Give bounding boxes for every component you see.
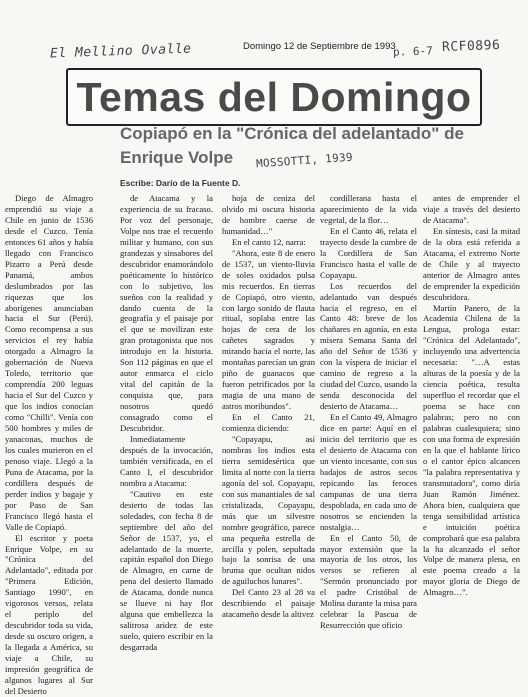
article-paragraph: En el Canto 49, Almagro dice en parte: Aquí en el inicio del territorio que es el desierto de Atacama con un viento incesante, con sus badajos de astros secos repicando las feroces campanas de una tierra despoblada, en cada uno de nosotros se encienden la nostalgia… bbox=[320, 412, 417, 532]
handwritten-source-note: El Mellino Ovalle bbox=[49, 41, 192, 62]
handwritten-author-note: MOSSOTTI, 1939 bbox=[255, 150, 354, 171]
article-paragraph: Del Canto 23 al 28 va describiendo el paisaje atacameño desde la altivez bbox=[222, 587, 315, 620]
section-banner bbox=[66, 68, 482, 126]
article-column-2 bbox=[120, 193, 213, 653]
article-paragraph: de Atacama y la experiencia de su fracaso. Por voz del personaje, Volpe nos trae el recuerdo militar y humano, con sus grandezas y sinsabores del descubridor enamorándolo poéticamente lo histórico con lo subjetivo, los sueños con la realidad y dando cuenta de la geografía y el paisaje por el que se movilizan este gran protagonista que nos introdujo en la historia. Son 112 páginas en que el autor enmarca el ciclo vital del capitán de la conquista que, para nosotros quedó consagrado como el Descubridor. bbox=[120, 193, 213, 434]
article-column-3 bbox=[222, 193, 315, 620]
article-paragraph: En síntesis, casi la mitad de la obra está referida a Atacama, el extremo Norte de Chile y al trayecto anterior de Almagro antes de emprender la expedición descubridora. bbox=[423, 225, 520, 302]
article-column-1 bbox=[5, 193, 93, 696]
article-paragraph: En el Canto 46, relata el trayecto desde la cumbre de la Cordillera de San Francisco hasta el valle de Copayapu. bbox=[320, 225, 417, 280]
article-paragraph: hoja de ceniza del olvido mi oscura historia de hombre caerse de humanidad…" bbox=[222, 193, 315, 236]
article-paragraph: Diego de Almagro emprendió su viaje a Chile en junio de 1536 desde el Cuzco. Tenía entonces 61 años y había llegado con Francisco Pizarro a Perú desde Panamá, ambos deslumbrados por las riquezas que los aborígenes anunciaban hacia el Sur (Perú). Como recompensa a sus servicios el rey había otorgado a Almagro la gobernación de Nueva Toledo, territorio que comprendía 200 leguas hacia el Sur del Cuzco y que los indios conocían como "Chilli". Venía con 500 hombres y miles de yanaconas, muchos de los cuales murieron en el penoso viaje. Llegó a la Puna de Atacama, por la cordillera después de perder indios y bagaje y por Paso de San Francisco llegó hasta el Valle de Copiapó. bbox=[5, 193, 93, 532]
article-headline: Copiapó en la "Crónica del adelantado" de Enrique Volpe bbox=[120, 124, 464, 167]
article-paragraph: El escritor y poeta Enrique Volpe, en su "Crónica del Adelantado", editada por "Primera Edición, Santiago 1990", en vigorosos versos, relata el periplo del descubridor toda su vida, desde su oscuro origen, a la llegada a América, su viaje a Chile, su impresión geográfica de algunos lugares al Sur del Desierto bbox=[5, 532, 93, 696]
article-byline: Escribe: Darío de la Fuente D. bbox=[120, 178, 241, 188]
article-paragraph: "Cautivo en este desierto de todas las soledades, con fecha 8 de septiembre del año del Señor de 1537, yo, el adelantado de la muerte, capitán español don Diego de Almagro, en carne de pena del desierto llamado de Atacama, donde nunca se llueve ni hay flor alguna que embellezca la salitrosa aridez de este suelo, quiero escribir en la desgarrada bbox=[120, 488, 213, 653]
article-paragraph: En el canto 12, narra: bbox=[232, 236, 306, 247]
article-column-4 bbox=[320, 193, 417, 631]
article-paragraph: antes de emprender el viaje a través del desierto de Atacama". bbox=[423, 193, 520, 225]
article-paragraph: Los recuerdos del adelantado van después hacia el regreso, en el Canto 48: breve de los chañares en agonía, en esta misera Semana Santa del año del Señor de 1536 y con la víspera de iniciar el camino de regreso a la ciudad del Cuzco, usando la senda desconocida del desierto de Atacama… bbox=[320, 280, 417, 412]
issue-date: Domingo 12 de Septiembre de 1993 bbox=[243, 41, 396, 52]
section-title: Temas del Domingo bbox=[76, 73, 472, 120]
article-paragraph: Inmediatamente después de la invocación, también versificada, en el Canto I, el descubridor nombra a Atacama: bbox=[120, 433, 213, 488]
article-paragraph: "Copayapu, así nombras los indios esta tierra semidesértica que limita al norte con la tierra agonía del sol. Copayapu, con sus manantiales de sal cristalizada, Copayapu, más que un silvestre nombre geográfico, parece una pequeña estrella de arcilla y polen, sepultada bajo la sonrisa de una bruma que ocultan nidos de aguiluchos lunares". bbox=[222, 433, 315, 587]
article-paragraph: En el Canto 21, comienza diciendo: bbox=[222, 412, 315, 434]
article-paragraph: En el Canto 50, de mayor extensión que la mayoría de los otros, los versos se refieren al "Sermón pronunciado por el padre Cristóbal de Molina durante la misa para celebrar la Pascua de Resurrección que oficio bbox=[320, 532, 417, 631]
article-paragraph: "Ahora, este 8 de enero de 1537, un viento-lluvia de soles oxidados pulsa mis recuerdos. En tierras de Copiapó, otro viento, con largo sonido de flauta ritual, soplaba entre las hojas de cera de los cañetes sagrados y mirando hacia el norte, las montañas parecían un gran piño de guanacos que fueron petrificados por la magia de una mano de astros moribundos". bbox=[222, 247, 315, 412]
handwritten-page-note: p. 6-7 bbox=[392, 44, 433, 59]
article-column-5 bbox=[423, 193, 520, 598]
handwritten-archive-code: RCF0896 bbox=[441, 37, 501, 56]
article-paragraph: Martín Panero, de la Academia Chilena de la Lengua, prologa estar: "Crónica del Adelantado", incluyendo una advertencia necesaria: "…A estas alturas de la poesía y de la ciencia poética, resulta superfluo el recordar que el poema se hace con palabras; pero no con palabras cualesquiera; sino con una forma de expresión en la que el hablante lírico o el cantor épico alcancen "la palabra representativa y transmutadora", como diría Juan Ramón Jiménez. Ahora bien, cualquiera que tenga sensibilidad artística e intuición poética comprobará que esa palabra la ha alcanzado el señor Volpe de manera plena, en este poema creado a la mayor gloria de Diego de Almagro…". bbox=[423, 302, 520, 598]
article-paragraph: cordillerana hasta el aparecimiento de la vida vegetal, de la flor… bbox=[320, 193, 417, 225]
